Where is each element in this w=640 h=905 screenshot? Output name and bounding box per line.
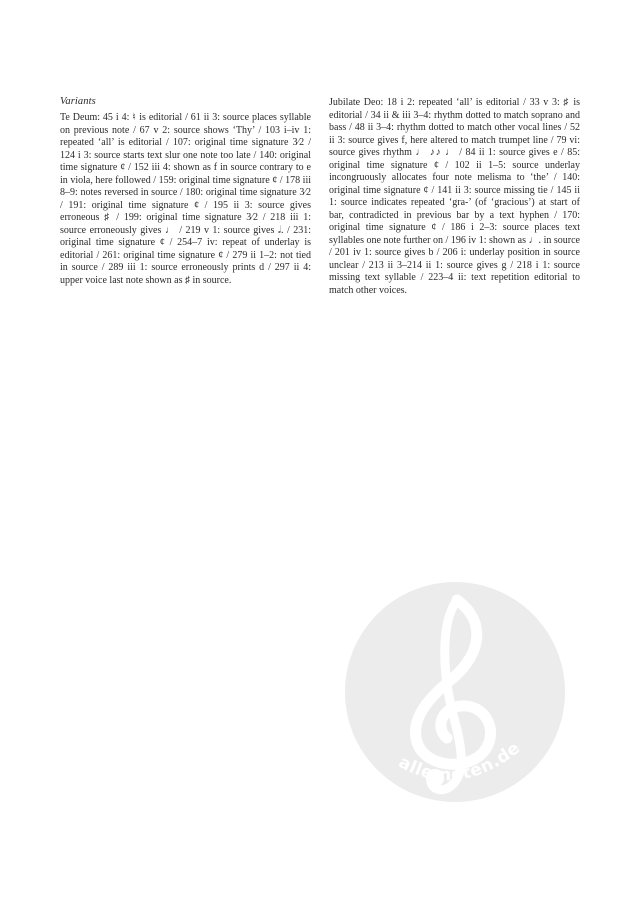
jubilate-deo-variants-text: Jubilate Deo: 18 i 2: repeated ‘all’ is editorial / 33 v 3: ♯ is editorial / 34 ii & iii 3–4: rhythm dotted to match soprano and bass / 48 ii 3–4: rhythm dotted to match other vocal lines / 52 ii 3: source gives f, here altered to match trumpet line / 79 vi: source gives rhythm ♩ ♪♪ ♩ / 84 ii 1: source gives e / 85: original time signature ¢ / 102 ii 1–5: source underlay incongruously allocates four note melisma to ‘the’ / 140: original time signature ¢ / 141 ii 3: source missing tie / 145 ii 1: source indicates repeated ‘gra-’ (of ‘gracious’) at start of bar, contradicted in previous bar by a text hyphen / 170: original time signature ¢ / 186 i 2–3: source places text syllables one note further on / 196 iv 1: shown as ♩. in source / 201 iv 1: source gives b / 206 i: underlay position in source unclear / 213 ii 3–214 ii 1: source gives g / 218 i 1: source missing text syllable / 223–4 ii: text repetition editorial to match other voices. — [329, 97, 580, 296]
section-heading: Variants — [60, 96, 96, 107]
jubilate-deo-variants-column — [329, 97, 580, 297]
watermark-logo — [345, 582, 565, 802]
te-deum-variants-text: Te Deum: 45 i 4: ♮ is editorial / 61 ii 3: source places syllable on previous note / 67 v 2: source shows ‘Thy’ / 103 i–iv 1: repeated ‘all’ is editorial / 107: original time signature 3⁄2 / 124 i 3: source starts text slur one note too late / 140: original time signature ¢ / 152 iii 4: shown as f in source contrary to e in viola, here followed / 159: original time signature ¢ / 178 iii 8–9: notes reversed in source / 180: original time signature 3⁄2 / 191: original time signature ¢ / 195 ii 3: source gives erroneous ♯ / 199: original time signature 3⁄2 / 218 iii 1: source erroneously gives ♩ / 219 v 1: source gives 𝅗𝅥. / 231: original time signature ¢ / 254–7 iv: repeat of underlay is editorial / 261: original time signature ¢ / 279 ii 1–2: not tied in source / 289 iii 1: source erroneously prints d / 297 ii 4: upper voice last note shown as ♯ in source. — [60, 112, 311, 286]
watermark-text: alle-noten.de — [395, 738, 525, 786]
treble-clef-icon — [345, 582, 565, 802]
te-deum-variants-column — [60, 112, 311, 287]
